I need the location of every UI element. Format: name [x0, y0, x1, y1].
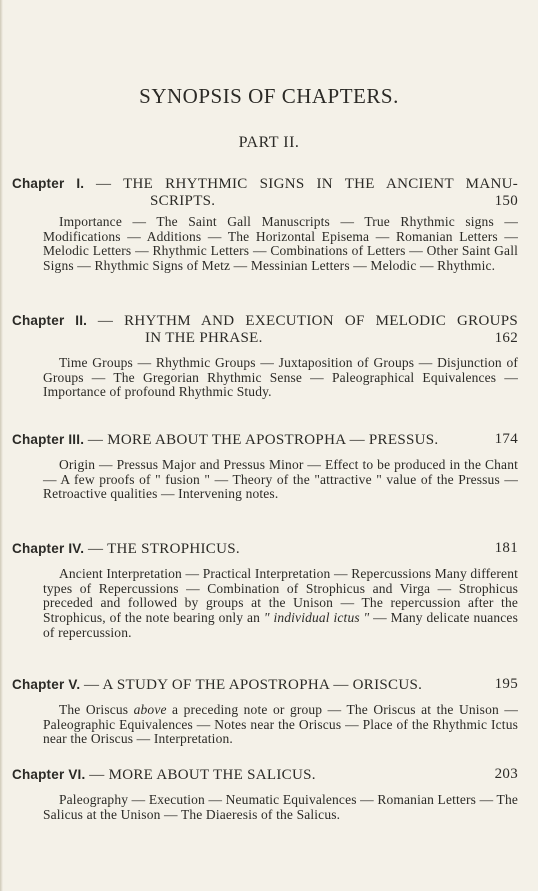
chapter-heading [12, 766, 518, 784]
chapter-title: — A STUDY OF THE APOSTROPHA — ORISCUS. [84, 677, 423, 693]
chapter-summary: Time Groups — Rhythmic Groups — Juxtaposition of Groups — Disjunction of Groups — The Gregorian Rhythmic Sense — Paleographical Equivalences — Importance of profound Rhythmic Study. [43, 355, 518, 400]
chapter-label: Chapter V. [12, 677, 81, 692]
chapter-page-number: 203 [494, 766, 518, 782]
chapter-title-cont: IN THE PHRASE. [145, 330, 263, 346]
chapter-4 [12, 540, 518, 641]
chapter-title: — RHYTHM AND EXECUTION OF MELODIC GROUPS [97, 313, 518, 329]
chapter-label: Chapter VI. [12, 767, 86, 782]
chapter-summary [43, 703, 518, 747]
summary-text: Ancient Interpretation — Practical Interpretation — Repercussions Many different types of Repercussions — Combination of Strophicus and Virga — Strophicus preceded and followed by groups at the Unison — The repercussion after the Strophicus, of the note bearing only an [43, 566, 518, 626]
chapter-title: — THE STROPHICUS. [87, 541, 240, 557]
chapter-heading [12, 175, 518, 193]
chapter-summary [43, 567, 518, 641]
summary-text-end: a preceding note or group — The Oriscus at the Unison — Paleographic Equivalences — Notes near the Oriscus — Place of the Rhythmic Ictus near the Oriscus — Interpretation. [43, 702, 518, 747]
chapter-title: — THE RHYTHMIC SIGNS IN THE ANCIENT MANU- [96, 176, 519, 192]
chapter-summary: Importance — The Saint Gall Manuscripts — True Rhythmic signs — Modifications — Additions — The Horizontal Episema — Romanian Letters — Melodic Letters — Rhythmic Letters — Combinations of Letters — Other Saint Gall Signs — Rhythmic Signs of Metz — Messinian Letters — Melodic — Rhythmic. [43, 214, 518, 274]
chapter-2 [12, 312, 518, 400]
chapter-heading [12, 540, 518, 558]
summary-text: The Oriscus [59, 702, 134, 717]
summary-emphasis: " individual ictus " [263, 610, 370, 626]
chapter-heading [12, 312, 518, 330]
chapter-1 [12, 175, 518, 274]
chapter-heading [12, 431, 518, 449]
chapter-heading-continued [12, 330, 518, 347]
chapter-heading [12, 676, 518, 694]
summary-emphasis: above [133, 702, 167, 717]
chapter-title: — MORE ABOUT THE SALICUS. [89, 767, 316, 783]
chapter-title: — MORE ABOUT THE APOSTROPHA — PRESSUS. [87, 432, 439, 448]
chapter-5 [12, 676, 518, 747]
part-heading: PART II. [238, 134, 300, 151]
chapter-page-number: 195 [494, 676, 518, 692]
chapter-label: Chapter I. [12, 176, 85, 191]
chapter-page-number: 162 [494, 330, 518, 346]
chapter-label: Chapter III. [12, 432, 85, 447]
chapter-page-number: 174 [494, 431, 518, 447]
chapter-summary: Paleography — Execution — Neumatic Equivalences — Romanian Letters — The Salicus at the Unison — The Diaeresis of the Salicus. [43, 792, 518, 822]
chapter-page-number: 181 [494, 540, 518, 556]
summary-text-end: — Many delicate nuances of repercussion. [43, 610, 518, 640]
page-title: SYNOPSIS OF CHAPTERS. [139, 84, 399, 108]
chapter-3 [12, 431, 518, 502]
chapter-label: Chapter IV. [12, 541, 85, 556]
chapter-title-cont: SCRIPTS. [150, 193, 216, 209]
chapter-6 [12, 766, 518, 822]
chapter-page-number: 150 [494, 193, 518, 209]
chapter-heading-continued [12, 193, 518, 210]
chapter-summary: Origin — Pressus Major and Pressus Minor — Effect to be produced in the Chant — A few proofs of " fusion " — Theory of the "attractive " value of the Pressus — Retroactive qualities — Intervening notes. [43, 457, 518, 502]
chapter-label: Chapter II. [12, 313, 88, 328]
